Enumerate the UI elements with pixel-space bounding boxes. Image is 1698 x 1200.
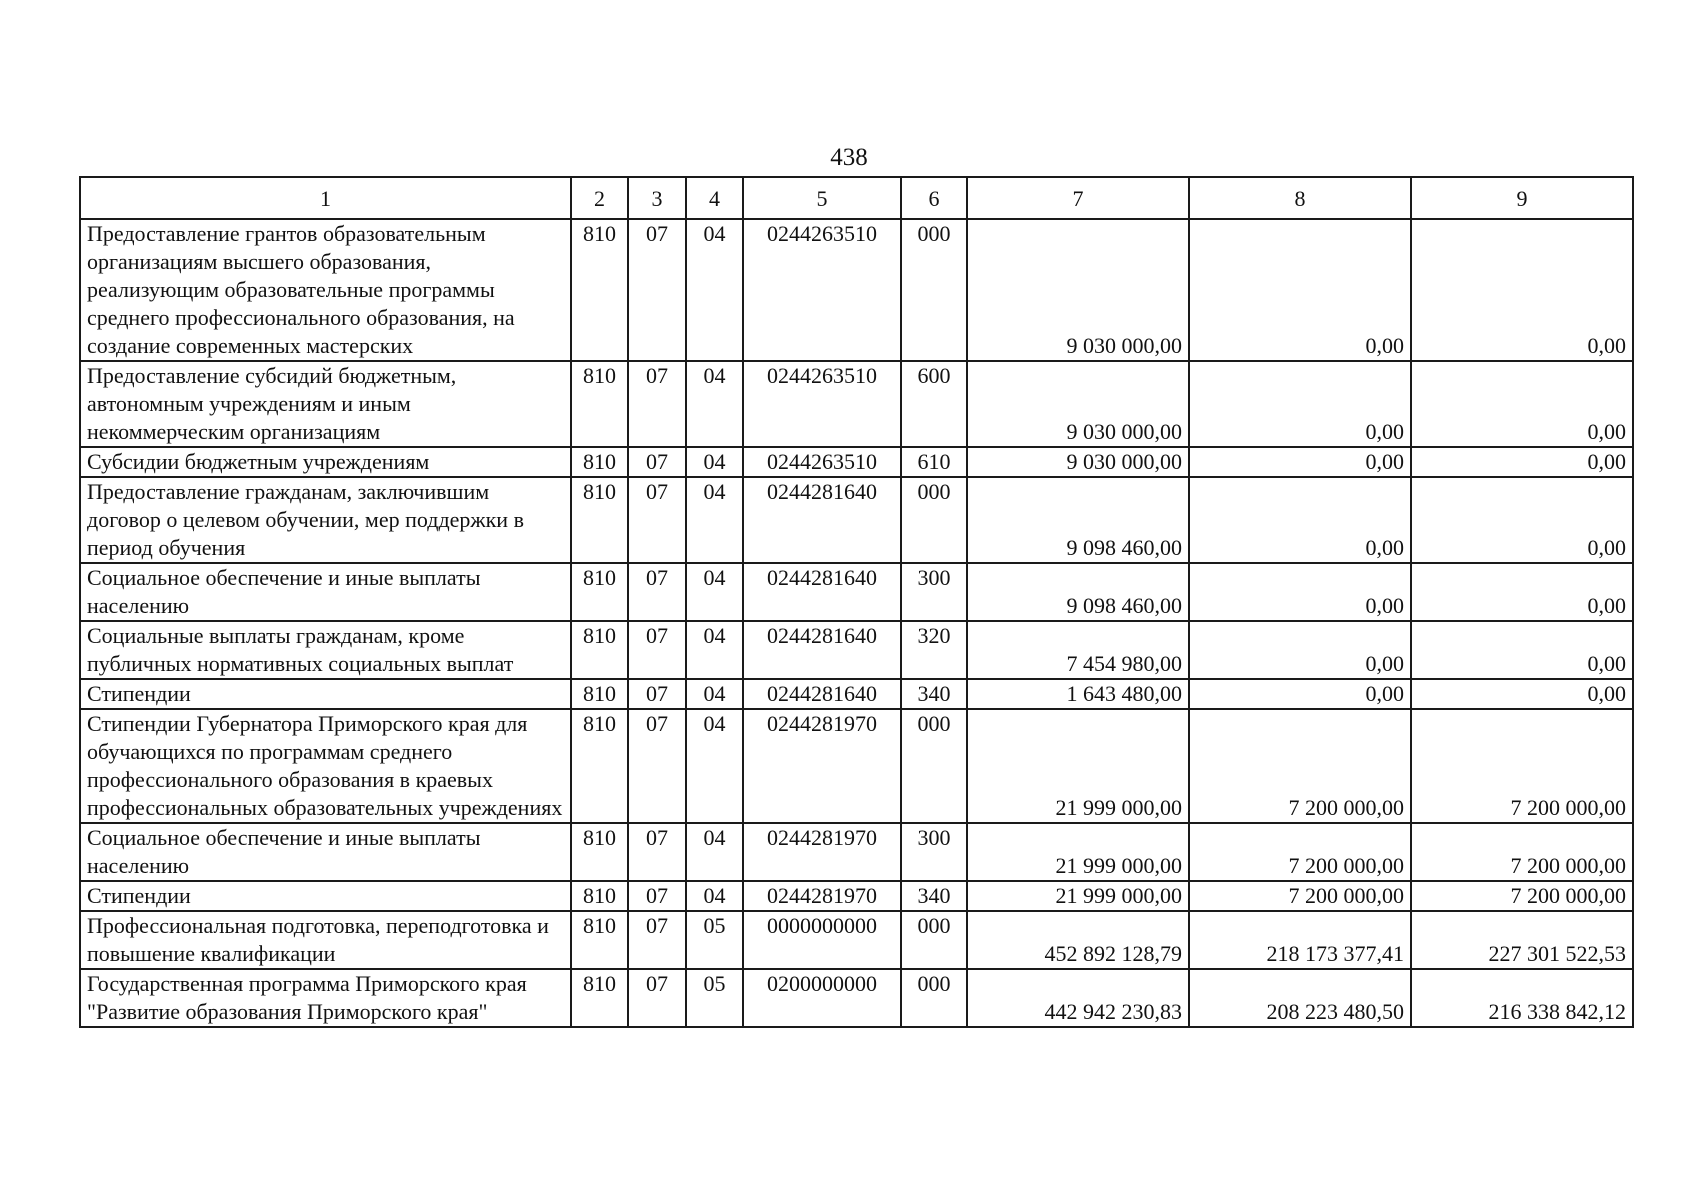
razdel-code-cell: 07 bbox=[628, 881, 686, 911]
column-header: 7 bbox=[967, 177, 1189, 219]
amount-year1-cell: 7 454 980,00 bbox=[967, 621, 1189, 679]
podrazdel-code-cell: 04 bbox=[686, 477, 743, 563]
row-name-cell: Субсидии бюджетным учреждениям bbox=[80, 447, 571, 477]
razdel-code-cell: 07 bbox=[628, 361, 686, 447]
podrazdel-code-cell: 05 bbox=[686, 911, 743, 969]
csr-code-cell: 0244281640 bbox=[743, 563, 901, 621]
vr-code-cell: 300 bbox=[901, 823, 967, 881]
amount-year3-cell: 216 338 842,12 bbox=[1411, 969, 1633, 1027]
table-row bbox=[80, 361, 1633, 447]
amount-year3-cell: 7 200 000,00 bbox=[1411, 709, 1633, 823]
row-name-cell: Стипендии Губернатора Приморского края для обучающихся по программам среднего профессионального образования в краевых профессиональных образовательных учреждениях bbox=[80, 709, 571, 823]
csr-code-cell: 0244281970 bbox=[743, 881, 901, 911]
razdel-code-cell: 07 bbox=[628, 911, 686, 969]
column-header: 9 bbox=[1411, 177, 1633, 219]
razdel-code-cell: 07 bbox=[628, 621, 686, 679]
vr-code-cell: 610 bbox=[901, 447, 967, 477]
amount-year2-cell: 7 200 000,00 bbox=[1189, 709, 1411, 823]
table-row bbox=[80, 679, 1633, 709]
vr-code-cell: 000 bbox=[901, 219, 967, 361]
table-row bbox=[80, 881, 1633, 911]
amount-year2-cell: 0,00 bbox=[1189, 621, 1411, 679]
glava-code-cell: 810 bbox=[571, 679, 628, 709]
amount-year3-cell: 7 200 000,00 bbox=[1411, 823, 1633, 881]
podrazdel-code-cell: 05 bbox=[686, 969, 743, 1027]
amount-year2-cell: 0,00 bbox=[1189, 447, 1411, 477]
glava-code-cell: 810 bbox=[571, 881, 628, 911]
vr-code-cell: 340 bbox=[901, 881, 967, 911]
amount-year1-cell: 21 999 000,00 bbox=[967, 881, 1189, 911]
column-header: 4 bbox=[686, 177, 743, 219]
podrazdel-code-cell: 04 bbox=[686, 361, 743, 447]
amount-year1-cell: 452 892 128,79 bbox=[967, 911, 1189, 969]
amount-year3-cell: 0,00 bbox=[1411, 563, 1633, 621]
amount-year1-cell: 442 942 230,83 bbox=[967, 969, 1189, 1027]
vr-code-cell: 320 bbox=[901, 621, 967, 679]
amount-year2-cell: 0,00 bbox=[1189, 563, 1411, 621]
table-row bbox=[80, 823, 1633, 881]
row-name-cell: Государственная программа Приморского края "Развитие образования Приморского края" bbox=[80, 969, 571, 1027]
amount-year3-cell: 0,00 bbox=[1411, 679, 1633, 709]
amount-year2-cell: 218 173 377,41 bbox=[1189, 911, 1411, 969]
amount-year2-cell: 208 223 480,50 bbox=[1189, 969, 1411, 1027]
amount-year1-cell: 9 030 000,00 bbox=[967, 447, 1189, 477]
column-header: 3 bbox=[628, 177, 686, 219]
row-name-cell: Социальное обеспечение и иные выплаты населению bbox=[80, 823, 571, 881]
table-row bbox=[80, 219, 1633, 361]
amount-year2-cell: 0,00 bbox=[1189, 361, 1411, 447]
table-row bbox=[80, 621, 1633, 679]
glava-code-cell: 810 bbox=[571, 709, 628, 823]
amount-year1-cell: 21 999 000,00 bbox=[967, 709, 1189, 823]
podrazdel-code-cell: 04 bbox=[686, 219, 743, 361]
razdel-code-cell: 07 bbox=[628, 477, 686, 563]
razdel-code-cell: 07 bbox=[628, 447, 686, 477]
csr-code-cell: 0244281970 bbox=[743, 823, 901, 881]
vr-code-cell: 000 bbox=[901, 969, 967, 1027]
row-name-cell: Социальное обеспечение и иные выплаты населению bbox=[80, 563, 571, 621]
vr-code-cell: 000 bbox=[901, 477, 967, 563]
amount-year2-cell: 7 200 000,00 bbox=[1189, 881, 1411, 911]
csr-code-cell: 0200000000 bbox=[743, 969, 901, 1027]
glava-code-cell: 810 bbox=[571, 219, 628, 361]
amount-year3-cell: 7 200 000,00 bbox=[1411, 881, 1633, 911]
glava-code-cell: 810 bbox=[571, 563, 628, 621]
amount-year2-cell: 0,00 bbox=[1189, 477, 1411, 563]
podrazdel-code-cell: 04 bbox=[686, 563, 743, 621]
amount-year1-cell: 9 098 460,00 bbox=[967, 563, 1189, 621]
amount-year1-cell: 1 643 480,00 bbox=[967, 679, 1189, 709]
table-row bbox=[80, 563, 1633, 621]
csr-code-cell: 0244281640 bbox=[743, 477, 901, 563]
amount-year3-cell: 227 301 522,53 bbox=[1411, 911, 1633, 969]
row-name-cell: Профессиональная подготовка, переподготовка и повышение квалификации bbox=[80, 911, 571, 969]
table-row bbox=[80, 477, 1633, 563]
csr-code-cell: 0000000000 bbox=[743, 911, 901, 969]
row-name-cell: Социальные выплаты гражданам, кроме публичных нормативных социальных выплат bbox=[80, 621, 571, 679]
vr-code-cell: 340 bbox=[901, 679, 967, 709]
glava-code-cell: 810 bbox=[571, 621, 628, 679]
glava-code-cell: 810 bbox=[571, 361, 628, 447]
amount-year3-cell: 0,00 bbox=[1411, 621, 1633, 679]
razdel-code-cell: 07 bbox=[628, 823, 686, 881]
amount-year1-cell: 9 098 460,00 bbox=[967, 477, 1189, 563]
row-name-cell: Предоставление субсидий бюджетным, автономным учреждениям и иным некоммерческим организациям bbox=[80, 361, 571, 447]
row-name-cell: Стипендии bbox=[80, 881, 571, 911]
page-number: 438 bbox=[830, 144, 868, 171]
table-row bbox=[80, 709, 1633, 823]
podrazdel-code-cell: 04 bbox=[686, 823, 743, 881]
glava-code-cell: 810 bbox=[571, 477, 628, 563]
razdel-code-cell: 07 bbox=[628, 219, 686, 361]
csr-code-cell: 0244263510 bbox=[743, 447, 901, 477]
amount-year1-cell: 9 030 000,00 bbox=[967, 219, 1189, 361]
table-row bbox=[80, 911, 1633, 969]
amount-year3-cell: 0,00 bbox=[1411, 447, 1633, 477]
razdel-code-cell: 07 bbox=[628, 563, 686, 621]
column-header: 6 bbox=[901, 177, 967, 219]
budget-table bbox=[79, 176, 1634, 1028]
amount-year3-cell: 0,00 bbox=[1411, 361, 1633, 447]
amount-year3-cell: 0,00 bbox=[1411, 219, 1633, 361]
glava-code-cell: 810 bbox=[571, 911, 628, 969]
razdel-code-cell: 07 bbox=[628, 969, 686, 1027]
amount-year1-cell: 9 030 000,00 bbox=[967, 361, 1189, 447]
vr-code-cell: 000 bbox=[901, 709, 967, 823]
glava-code-cell: 810 bbox=[571, 969, 628, 1027]
column-header: 5 bbox=[743, 177, 901, 219]
podrazdel-code-cell: 04 bbox=[686, 679, 743, 709]
amount-year2-cell: 0,00 bbox=[1189, 219, 1411, 361]
column-header: 8 bbox=[1189, 177, 1411, 219]
column-header: 2 bbox=[571, 177, 628, 219]
vr-code-cell: 000 bbox=[901, 911, 967, 969]
csr-code-cell: 0244281640 bbox=[743, 679, 901, 709]
amount-year3-cell: 0,00 bbox=[1411, 477, 1633, 563]
razdel-code-cell: 07 bbox=[628, 709, 686, 823]
podrazdel-code-cell: 04 bbox=[686, 709, 743, 823]
glava-code-cell: 810 bbox=[571, 823, 628, 881]
csr-code-cell: 0244263510 bbox=[743, 361, 901, 447]
amount-year2-cell: 7 200 000,00 bbox=[1189, 823, 1411, 881]
table-row bbox=[80, 969, 1633, 1027]
header-row bbox=[80, 177, 1633, 219]
csr-code-cell: 0244281970 bbox=[743, 709, 901, 823]
podrazdel-code-cell: 04 bbox=[686, 881, 743, 911]
csr-code-cell: 0244281640 bbox=[743, 621, 901, 679]
amount-year1-cell: 21 999 000,00 bbox=[967, 823, 1189, 881]
vr-code-cell: 300 bbox=[901, 563, 967, 621]
table-row bbox=[80, 447, 1633, 477]
row-name-cell: Предоставление гражданам, заключившим договор о целевом обучении, мер поддержки в период обучения bbox=[80, 477, 571, 563]
podrazdel-code-cell: 04 bbox=[686, 621, 743, 679]
vr-code-cell: 600 bbox=[901, 361, 967, 447]
podrazdel-code-cell: 04 bbox=[686, 447, 743, 477]
glava-code-cell: 810 bbox=[571, 447, 628, 477]
row-name-cell: Предоставление грантов образовательным организациям высшего образования, реализующим образовательные программы среднего профессионального образования, на создание современных мастерских bbox=[80, 219, 571, 361]
amount-year2-cell: 0,00 bbox=[1189, 679, 1411, 709]
razdel-code-cell: 07 bbox=[628, 679, 686, 709]
row-name-cell: Стипендии bbox=[80, 679, 571, 709]
csr-code-cell: 0244263510 bbox=[743, 219, 901, 361]
column-header: 1 bbox=[80, 177, 571, 219]
